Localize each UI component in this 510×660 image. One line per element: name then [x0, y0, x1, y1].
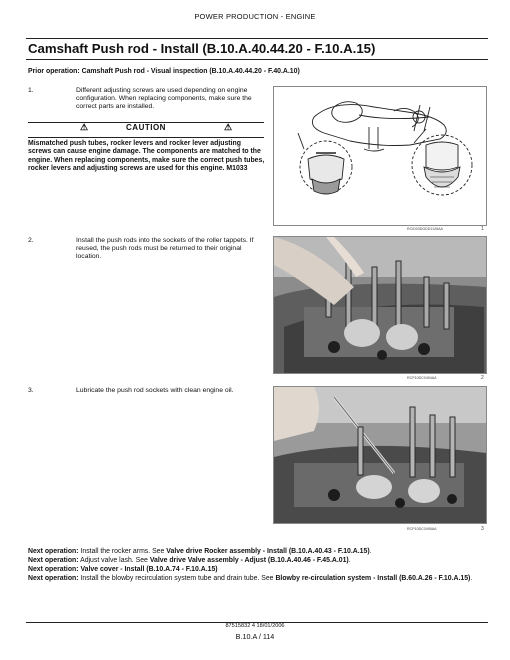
figure-1-rocker-drawing	[273, 86, 487, 226]
figure-2-number: 2	[481, 375, 484, 381]
caution-heading	[28, 123, 264, 132]
lubricate-sockets-photo	[274, 387, 486, 523]
step-2-text: Install the push rods into the sockets of the roller tappets. If reused, the push rods must be returned to their original location.	[76, 237, 254, 261]
footer-page-number: B.10.A / 114	[235, 632, 275, 641]
next-operation-1	[28, 547, 488, 556]
next-operation-text: Adjust valve lash. See	[80, 557, 150, 564]
prior-operation	[28, 68, 300, 75]
figure-3-caption: RCP10DC0495AA	[407, 527, 437, 531]
step-1-number: 1.	[28, 87, 34, 94]
rocker-line-drawing	[274, 87, 486, 225]
next-operation-label: Next operation:	[28, 557, 79, 564]
next-operation-link[interactable]: Valve drive Rocker assembly - Install (B.10.A.40.43 - F.10.A.15)	[166, 548, 370, 555]
warning-icon-right: ⚠	[224, 122, 233, 132]
next-operation-end: .	[470, 575, 473, 582]
figure-1-caption: RCID03DGDD1126AA	[407, 227, 443, 231]
figure-1-number: 1	[481, 226, 484, 232]
next-operation-label: Next operation:	[28, 566, 79, 573]
page-header: POWER PRODUCTION - ENGINE	[194, 12, 316, 21]
caution-label: CAUTION	[126, 123, 166, 132]
next-operation-2	[28, 556, 488, 565]
next-operation-link[interactable]: Blowby re-circulation system - Install (B.60.A.26 - F.10.A.15)	[275, 575, 471, 582]
figure-3-lubricate-photo	[273, 386, 487, 524]
warning-icon: ⚠	[80, 122, 89, 132]
footer-doc-id: 87515832 4 18/01/2006	[225, 623, 285, 629]
step-1-text: Different adjusting screws are used depending on engine configuration. When replacing components, make sure the correct parts are installed.	[76, 87, 252, 111]
next-operation-label: Next operation:	[28, 575, 79, 582]
next-operation-label: Next operation:	[28, 548, 79, 555]
next-operation-link[interactable]: Valve drive Valve assembly - Adjust (B.10.A.40.46 - F.45.A.01)	[149, 557, 349, 564]
title-rule	[26, 59, 488, 60]
figure-2-pushrod-photo	[273, 236, 487, 374]
next-operation-3	[28, 565, 488, 574]
next-operation-4	[28, 574, 488, 583]
caution-text: Mismatched push tubes, rocker levers and rocker lever adjusting screws can cause engine damage. The components are matched to the engine. When replacing components, make sure the correct push tubes, rocker levers and adjusting screws are used for this engine. M1033	[28, 140, 265, 172]
step-3-number: 3.	[28, 387, 34, 394]
prior-operation-text: Camshaft Push rod - Visual inspection (B.10.A.40.44.20 - F.40.A.10)	[81, 68, 300, 75]
next-operation-link[interactable]: Valve cover - Install (B.10.A.74 - F.10.A.15)	[80, 566, 218, 573]
step-2-number: 2.	[28, 237, 34, 244]
next-operations	[28, 547, 488, 583]
next-operation-text: Install the rocker arms. See	[80, 548, 167, 555]
next-operation-end: .	[369, 548, 372, 555]
figure-3-number: 3	[481, 526, 484, 532]
next-operation-end: .	[348, 557, 351, 564]
step-3-text: Lubricate the push rod sockets with clean engine oil.	[76, 387, 234, 394]
pushrod-install-photo	[274, 237, 486, 373]
header-rule	[26, 38, 488, 39]
figure-2-caption: RCP10DC0494AA	[407, 376, 437, 380]
next-operation-text: Install the blowby recirculation system tube and drain tube. See	[80, 575, 276, 582]
prior-operation-label: Prior operation:	[28, 68, 80, 75]
page-title: Camshaft Push rod - Install (B.10.A.40.44.20 - F.10.A.15)	[28, 41, 376, 56]
